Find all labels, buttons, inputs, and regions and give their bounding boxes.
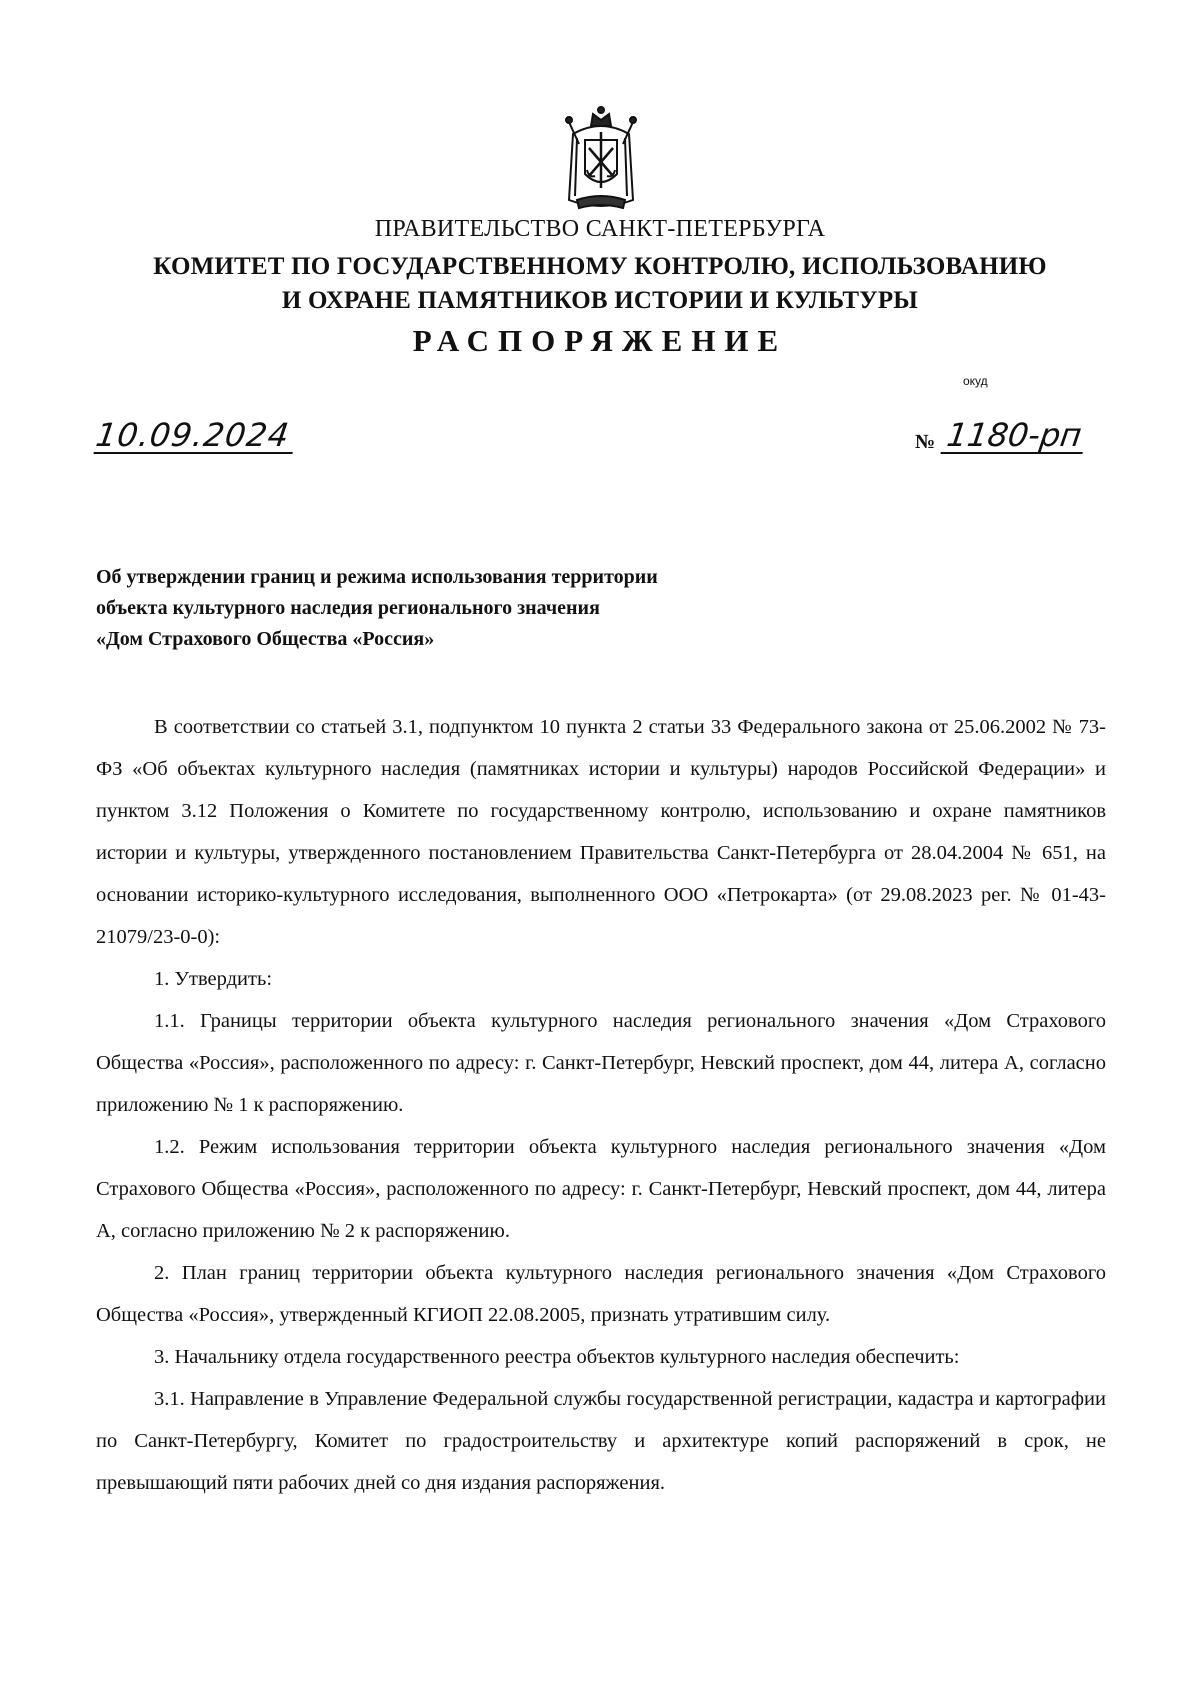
subject-line: «Дом Страхового Общества «Россия»: [96, 628, 435, 650]
handwritten-date: 10.09.2024: [93, 418, 297, 454]
document-type: РАСПОРЯЖЕНИЕ: [412, 323, 788, 358]
preamble-paragraph: В соответствии со статьей 3.1, подпунктом 10 пункта 2 статьи 33 Федерального закона от 25.06.2002 № 73-ФЗ «Об объектах культурного наследия (памятниках истории и культуры) народов Российской Федерации» и пунктом 3.12 Положения о Комитете по государственному контролю, использованию и охране памятников истории и культуры, утвержденного постановлением Правительства Санкт-Петербурга от 28.04.2004 № 651, на основании историко-культурного исследования, выполненного ООО «Петрокарта» (от 29.08.2023 рег. № 01-43-21079/23-0-0):: [96, 716, 1106, 948]
clause-1: 1. Утвердить:: [154, 968, 273, 990]
clause-2: 2. План границ территории объекта культурного наследия регионального значения «Дом Страхового Общества «Россия», утвержденный КГИОП 22.08.2005, признать утратившим силу.: [96, 1262, 1106, 1326]
document-body: [96, 706, 1106, 1504]
clause-1-2: 1.2. Режим использования территории объекта культурного наследия регионального значения «Дом Страхового Общества «Россия», расположенного по адресу: г. Санкт-Петербург, Невский проспект, дом 44, литера А, согласно приложению № 2 к распоряжению.: [96, 1136, 1106, 1242]
document-subject: [96, 562, 658, 655]
okud-label: окуд: [963, 374, 988, 388]
clause-1-1: 1.1. Границы территории объекта культурного наследия регионального значения «Дом Страхового Общества «Россия», расположенного по адресу: г. Санкт-Петербург, Невский проспект, дом 44, литера А, согласно приложению № 1 к распоряжению.: [96, 1010, 1106, 1116]
government-name: ПРАВИТЕЛЬСТВО САНКТ-ПЕТЕРБУРГА: [374, 216, 826, 242]
number-sign: №: [915, 431, 936, 453]
handwritten-number: 1180-рп: [941, 418, 1088, 454]
committee-name-line2: И ОХРАНЕ ПАМЯТНИКОВ ИСТОРИИ И КУЛЬТУРЫ: [281, 287, 919, 314]
committee-name-line1: КОМИТЕТ ПО ГОСУДАРСТВЕННОМУ КОНТРОЛЮ, ИСПОЛЬЗОВАНИЮ: [153, 253, 1047, 280]
saint-petersburg-coat-of-arms-icon: [563, 104, 639, 214]
clause-3: 3. Начальнику отдела государственного реестра объектов культурного наследия обеспечить:: [154, 1346, 960, 1368]
subject-line: объекта культурного наследия регионального значения: [96, 597, 600, 619]
document-number: [915, 418, 1085, 458]
subject-line: Об утверждении границ и режима использования территории: [96, 566, 658, 588]
clause-3-1: 3.1. Направление в Управление Федеральной службы государственной регистрации, кадастра и картографии по Санкт-Петербургу, Комитет по градостроительству и архитектуре копий распоряжений в срок, не превышающий пяти рабочих дней со дня издания распоряжения.: [96, 1388, 1106, 1494]
